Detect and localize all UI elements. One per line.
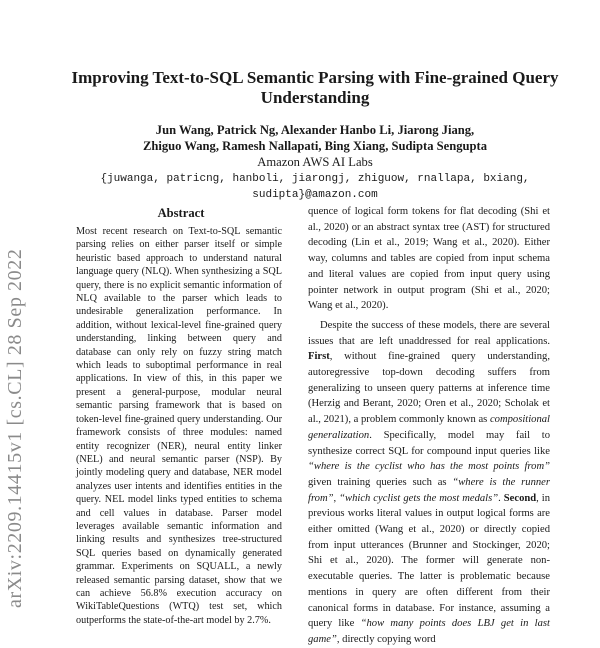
intro-right-column [308,204,550,648]
p2-example-query: “how many points does LBJ get in last game” [308,618,550,645]
paragraph-1: quence of logical form tokens for flat decoding (Shi et al., 2020) or an abstract syntax tree (AST) for structured decoding (Lin et al., 2019; Wang et al., 2020). Either way, columns and tables are copied from input schema and literal values are copied from input query using pointer network in output program (Shi et al., 2020; Wang et al., 2020). [308,206,550,312]
p2-text: , directly copying word [336,633,436,645]
p2-text: Despite the success of these models, there are several issues that are left unaddressed for real applications. [308,319,550,347]
p2-example-query: “where is the cyclist who has the most points from” [308,461,550,473]
p2-text: given training queries such as [308,476,453,488]
p2-text: , without fine-grained query understanding, autoregressive top-down decoding suffers from generalizing to unseen query patterns at inference time (Herzig and Berant, 2020; Oren et al., 2020; Scholak et al., 2021), a problem commonly known as [308,351,550,426]
p2-example-query: “where is the runner from” [308,476,550,504]
p2-text: , in previous works literal values in output logical forms are either omitted (Wang et al., 2020) or directly copied from input utterances (Brunner and Stockinger, 2020; Shi et al., 2020). The former will generate non-executable queries. The latter is problematic because mentions in query are often different from their canonical forms in database. For instance, assuming a query like [308,492,551,630]
paper-title: Improving Text-to-SQL Semantic Parsing with Fine-grained Query Understanding [71,68,559,107]
arxiv-identifier-stamp: arXiv:2209.14415v1 [cs.CL] 28 Sep 2022 [4,248,26,608]
p2-term-compositional-generalization: compositional generalization [308,414,550,441]
abstract-body: Most recent research on Text-to-SQL semantic parsing relies on either parser itself or simple heuristic based approach to understand natural language query (NLQ). When synthesizing a SQL query, there is no explicit semantic information of NLQ available to the parser which leads to undesirable generalization performance. In addition, without lexical-level fine-grained query understanding, linking between query and database can only rely on fuzzy string match which leads to suboptimal performance in real applications. In view of this, in this paper we present a general-purpose, modular neural semantic parsing framework that is based on token-level fine-grained query understanding. Our framework consists of three modules: named entity recognizer (NER), neural entity linker (NEL) and neural semantic parser (NSP). By jointly modeling query and database, NER model analyzes user intents and identifies entities in the query. NEL model links typed entities to schema and cell values in database. Parser model leverages available semantic information and linking results and synthesizes tree-structured SQL queries based on dynamically generated grammar. Experiments on SQUALL, a newly released semantic parsing dataset, show that we can achieve 56.8% execution accuracy on WikiTableQuestions (WTQ) test set, which outperforms the state-of-the-art model by 2.7%. [76,226,282,626]
p2-text: . [498,492,504,504]
p2-bold-first: First [308,351,330,363]
abstract-heading: Abstract [157,206,205,220]
paragraph-2 [308,318,550,648]
author-emails: {juwanga, patricng, hanboli, jiarongj, zhiguow, rnallapa, bxiang, sudipta}@amazon.com [100,173,530,201]
author-list [60,122,570,154]
authors-line-1: Jun Wang, Patrick Ng, Alexander Hanbo Li, Jiarong Jiang, [155,123,475,137]
p2-bold-second: Second [503,492,537,504]
authors-line-2: Zhiguo Wang, Ramesh Nallapati, Bing Xiang, Sudipta Sengupta [142,139,488,153]
p2-text: , [333,492,340,504]
p2-example-query: “which cyclist gets the most medals” [339,492,499,504]
affiliation: Amazon AWS AI Labs [257,155,373,169]
p2-text: . Specifically, model may fail to synthesize correct SQL for compound input queries like [308,429,550,457]
